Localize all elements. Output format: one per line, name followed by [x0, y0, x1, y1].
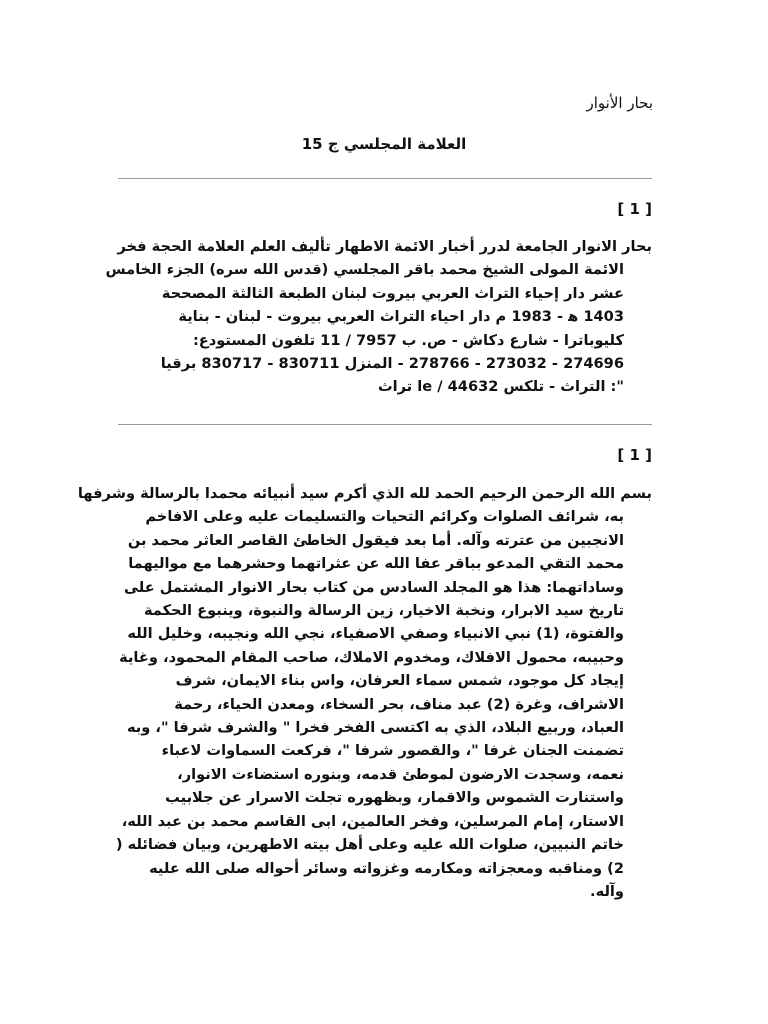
text-line: بحار الانوار الجامعة لدرر أخبار الائمة الاطهار تأليف العلم العلامة الحجة فخر [117, 238, 652, 255]
section-divider [118, 424, 652, 425]
text-line: وساداتهما: هذا هو المجلد السادس من كتاب بحار الانوار المشتمل على [124, 578, 624, 596]
text-line: إيجاد كل موجود، شمس سماء العرفان، واس بناء الايمان، شرف [175, 672, 624, 690]
text-line: والفتوة، (1) نبي الانبياء وصفي الاصفياء، نجي الله ونجيبه، وخليل الله [127, 625, 624, 643]
text-line: العباد، وربيع البلاد، الذي به اكتسى الفخر فخرا " والشرف شرفا "، وبه [126, 719, 624, 737]
volume-title: العلامة المجلسي ج 15 [301, 135, 467, 153]
text-line: محمد التقي المدعو بباقر عفا الله عن عثراتهما وحشرهما مع مواليهما [128, 555, 624, 573]
text-line: به، شرائف الصلوات وكرائم التحيات والتسليمات عليه وعلى الافاخم [145, 508, 624, 526]
text-line: 274696 - 273032 - 278766 - المنزل 830711 - 830717 برقيا [160, 355, 624, 373]
text-line: تاريخ سيد الابرار، ونخبة الاخيار، زين الرسالة والنبوة، وينبوع الحكمة [143, 602, 624, 620]
text-line: كليوباترا - شارع دكاش - ص. ب 7957 / 11 تلفون المستودع: [192, 331, 624, 349]
text-line: 1403 ه‍ - 1983 م دار احياء التراث العربي بيروت - لبنان - بناية [178, 308, 624, 326]
text-line: واستنارت الشموس والاقمار، وبظهوره تجلت الاسرار عن جلابيب [165, 789, 624, 807]
text-line: الاشراف، وغرة (2) عبد مناف، بحر السخاء، ومعدن الحياء، رحمة [174, 695, 624, 713]
text-line: وحبيبه، محمول الافلاك، ومخدوم الاملاك، صاحب المقام المحمود، وغاية [119, 648, 624, 666]
text-line: 2) ومناقبه ومعجزاته ومكارمه وغزواته وسائر أحواله صلى الله عليه [149, 859, 624, 877]
text-line: نعمه، وسجدت الارضون لموطئ قدمه، وبنوره استضاءت الانوار، [177, 765, 624, 783]
text-line: خاتم النبيين، صلوات الله عليه وعلى أهل بيته الاطهرين، وبيان فضائله ( [115, 836, 624, 854]
page-marker: [ 1 ] [617, 446, 652, 464]
text-line: تضمنت الجنان غرفا "، والقصور شرفا "، فركعت السماوات لاعباء [161, 742, 624, 760]
publication-info-paragraph [105, 235, 652, 399]
text-line: بسم الله الرحمن الرحيم الحمد لله الذي أكرم سيد أنبيائه محمدا بالرسالة وشرفها [77, 485, 652, 502]
section-divider [118, 178, 652, 179]
text-line: ": التراث - تلكس 44632 / le تراث [377, 378, 624, 396]
introduction-paragraph [77, 482, 652, 903]
text-line: عشر دار إحياء التراث العربي بيروت لبنان الطبعة الثالثة المصححة [161, 284, 624, 302]
text-line: الائمة المولى الشيخ محمد باقر المجلسي (قدس الله سره) الجزء الخامس [105, 261, 624, 279]
text-line: الانجبين من عترته وآله. أما بعد فيقول الخاطئ القاصر العاثر محمد بن [127, 531, 624, 549]
page-marker: [ 1 ] [617, 200, 652, 218]
text-line: الاستار، إمام المرسلين، وفخر العالمين، ابى القاسم محمد بن عبد الله، [121, 812, 624, 830]
text-line: وآله. [590, 882, 624, 900]
book-title: بحار الأنوار [586, 94, 653, 112]
